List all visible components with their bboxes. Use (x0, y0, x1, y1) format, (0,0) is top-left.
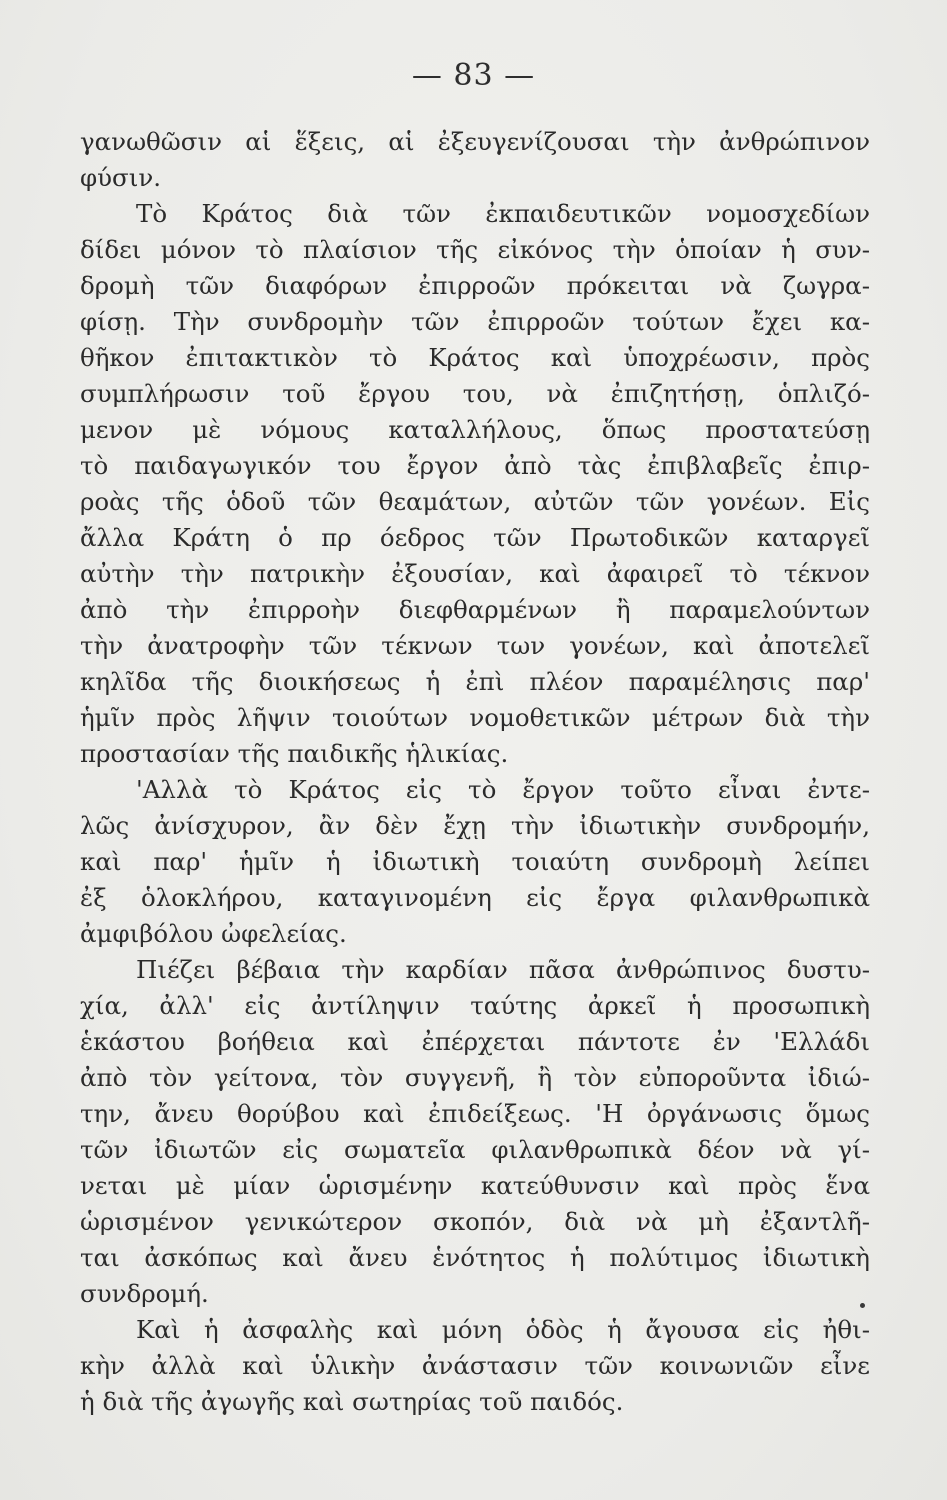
text-line: ροὰς τῆς ὁδοῦ τῶν θεαμάτων, αὐτῶν τῶν γονέων. Εἰς (80, 487, 870, 516)
ink-speck (860, 1303, 865, 1308)
page-number: — 83 — (411, 58, 536, 93)
text-line: κηλῖδα τῆς διοικήσεως ἡ ἐπὶ πλέον παραμέλησις παρ' (80, 667, 870, 696)
text-line: αὐτὴν τὴν πατρικὴν ἐξουσίαν, καὶ ἀφαιρεῖ τὸ τέκνον (80, 559, 870, 588)
text-line: γανωθῶσιν αἱ ἕξεις, αἱ ἐξευγενίζουσαι τὴν ἀνθρώπινον (80, 127, 870, 156)
body-text (80, 124, 870, 1420)
text-line: δρομὴ τῶν διαφόρων ἐπιρροῶν πρόκειται νὰ ζωγρα- (80, 271, 870, 300)
text-line: ἀπὸ τὸν γείτονα, τὸν συγγενῆ, ἢ τὸν εὐποροῦντα ἰδιώ- (80, 1063, 870, 1092)
text-line: ἡμῖν πρὸς λῆψιν τοιούτων νομοθετικῶν μέτρων διὰ τὴν (80, 703, 870, 732)
text-line: φύσιν. (80, 163, 162, 192)
text-line: κὴν ἀλλὰ καὶ ὑλικὴν ἀνάστασιν τῶν κοινωνιῶν εἶνε (80, 1351, 870, 1380)
text-line: προστασίαν τῆς παιδικῆς ἡλικίας. (80, 739, 509, 768)
text-line: τῶν ἰδιωτῶν εἰς σωματεῖα φιλανθρωπικὰ δέον νὰ γί- (80, 1135, 870, 1164)
text-line: ἀμφιβόλου ὠφελείας. (80, 919, 347, 948)
text-line: καὶ παρ' ἡμῖν ἡ ἰδιωτικὴ τοιαύτη συνδρομὴ λείπει (80, 847, 870, 876)
text-line: ἐξ ὁλοκλήρου, καταγινομένη εἰς ἔργα φιλανθρωπικὰ (80, 883, 870, 912)
text-line: συμπλήρωσιν τοῦ ἔργου του, νὰ ἐπιζητήσῃ, ὁπλιζό- (80, 379, 870, 408)
text-line: ἄλλα Κράτη ὁ πρ όεδρος τῶν Πρωτοδικῶν καταργεῖ (80, 523, 870, 552)
text-line: την, ἄνευ θορύβου καὶ ἐπιδείξεως. 'Η ὀργάνωσις ὅμως (80, 1099, 870, 1128)
text-line: ἑκάστου βοήθεια καὶ ἐπέρχεται πάντοτε ἐν 'Ελλάδι (80, 1027, 870, 1056)
text-line: φίσῃ. Τὴν συνδρομὴν τῶν ἐπιρροῶν τούτων ἔχει κα- (80, 307, 870, 336)
text-line: ἀπὸ τὴν ἐπιρροὴν διεφθαρμένων ἢ παραμελούντων (80, 595, 870, 624)
text-line: τὴν ἀνατροφὴν τῶν τέκνων των γονέων, καὶ ἀποτελεῖ (80, 631, 870, 660)
text-line: λῶς ἀνίσχυρον, ἂν δὲν ἔχῃ τὴν ἰδιωτικὴν συνδρομήν, (80, 811, 870, 840)
text-line: ἡ διὰ τῆς ἀγωγῆς καὶ σωτηρίας τοῦ παιδός. (80, 1387, 624, 1416)
text-line: νεται μὲ μίαν ὡρισμένην κατεύθυνσιν καὶ πρὸς ἕνα (80, 1171, 870, 1200)
text-line: Τὸ Κράτος διὰ τῶν ἐκπαιδευτικῶν νομοσχεδίων (136, 199, 870, 228)
text-line: δίδει μόνον τὸ πλαίσιον τῆς εἰκόνος τὴν ὁποίαν ἡ συν- (80, 235, 870, 264)
text-line: τὸ παιδαγωγικόν του ἔργον ἀπὸ τὰς ἐπιβλαβεῖς ἐπιρ- (80, 451, 870, 480)
text-line: συνδρομή. (80, 1279, 209, 1308)
text-line: Καὶ ἡ ἀσφαλὴς καὶ μόνη ὁδὸς ἡ ἄγουσα εἰς ἠθι- (136, 1315, 870, 1344)
text-line: Πιέζει βέβαια τὴν καρδίαν πᾶσα ἀνθρώπινος δυστυ- (136, 955, 870, 984)
text-line: ὡρισμένον γενικώτερον σκοπόν, διὰ νὰ μὴ ἐξαντλῆ- (80, 1207, 870, 1236)
text-line: θῆκον ἐπιτακτικὸν τὸ Κράτος καὶ ὑποχρέωσιν, πρὸς (80, 343, 870, 372)
text-line: ται ἀσκόπως καὶ ἄνευ ἑνότητος ἡ πολύτιμος ἰδιωτικὴ (80, 1243, 870, 1272)
text-line: 'Αλλὰ τὸ Κράτος εἰς τὸ ἔργον τοῦτο εἶναι ἐντε- (136, 775, 870, 804)
text-line: χία, ἀλλ' εἰς ἀντίληψιν ταύτης ἀρκεῖ ἡ προσωπικὴ (80, 991, 870, 1020)
text-line: μενον μὲ νόμους καταλλήλους, ὅπως προστατεύσῃ (80, 415, 870, 444)
